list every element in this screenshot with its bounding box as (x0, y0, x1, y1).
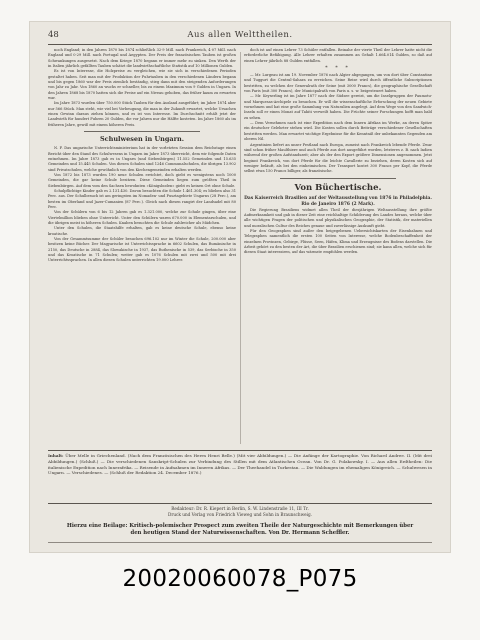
imprint (48, 506, 432, 518)
section-stars: * * * (325, 65, 351, 72)
book-title: Das Kaiserreich Brasilien auf der Weltausstellung von 1876 in Philadelphia. Rio de Janeiro 1876 (2 Mark). (244, 195, 432, 207)
paragraph: Unter den Schulen, die Staatshilfe erhalten, gab es keine deutsche Schule, ebenso keine kroatische. (48, 226, 236, 236)
paragraph: Es ist von Interesse, die Holzpreise zu vergleichen, wie sie sich in verschiedenen Perioden gestaltet haben. Seit man mit der Produktion der Fuhrtauben in den verschiedenen Ländern begann und bis gegen 1860 war der Preis ziemlich beständig, stieg dann mit den steigenden Anforderungen von Jahr zu Jahr. Von 1860 an wuchs er schneller, bis zu einem Maximum von 9 Gulden in Ungarn. In den Jahren 1868 bis 1870 hatten sich die Preise auf ein Niveau gehoben, das früher kaum zu erwarten war. (48, 69, 236, 101)
contents-text: Über Melle in Griechenland. (Nach dem Französischen des Herrn Henri Belle.) (Mit vier Abbildungen.) — Die Anfänge der Kartographie. Von Richard Andree. II. (Mit drei Abbildungen.) (Schluß.) — Die verschiedenen Sanskript-Schulen zur Verbindung des Stillen mit dem Atlantischen Ocean. Von Dr. G. Polakowsky. I. — Aus allen Erdtheilen: Die italienische Expedition nach Innerafrika. — Reisende in Aufnahmen im Inneren Afrikas. — Der Theehandel in Turkestan. — Die Waldungen im ehemaligen Königreich. — Schulwesen in Ungarn. — Verschiedenes. — (Schluß der Redaktion 24. December 1876.) (48, 453, 432, 476)
imprint-rule (48, 503, 432, 504)
supplement-line: den heutigen Stand der Naturwissenschaften. Von Dr. Hermann Scheffler. (130, 530, 350, 537)
header-rule (48, 44, 432, 45)
text-columns (48, 48, 432, 448)
paragraph: Für den Geographen sind außer den beigegebenen Uebersichtskarten der Eisenbahnen und Telegraphen namentlich die ersten 100 Seiten von Interesse, welche Bodenbeschaffenheit der einzelnen Provinzen, Gebirge, Flüsse, Seen, Häfen, Klima und Erzeugnisse des Bodens darstellen. Die Arbeit gehört zu den besten der Art, die über Brasilien erschienen sind; sie kann allen, welche sich für diesen Staat interessiren, auf das wärmste empfohlen werden. (244, 228, 432, 255)
paragraph: Schulpflichtige Kinder gab es 2.131.430. Davon besuchten die Schule 1.461.304; es blieben also 31 Perc. aus. Der Schulbesuch ist am geringsten im Nomaden- und Pusztagebiete Ungarns (28 Perc.), am besten im Oberland und Jazer-Cumanien (87 Perc.). Gleich nach diesen rangirt der Landsadel mit 80 Perc. (48, 188, 236, 209)
section-heading-big: Von Büchertische. (294, 182, 382, 193)
paragraph: Die Regierung Brasiliens widmet allen Theil der diesjährigen Weltausstellung ihre größte Aufmerksamkeit und gab in dieser Zeit eine reichhaltige Schilderung des Landes heraus, welche über alle wichtigen Fragen der politischen und physikalischen Geographie, der Statistik, der materiellen und moralischen Cultur des Reiches genaue und zuverlässige Auskunft giebt. (244, 207, 432, 228)
right-column (244, 48, 432, 448)
contents-rule (48, 450, 432, 451)
paragraph: noch England; in den Jahren 1870 bis 1874 schließlich 32·9 Mill. nach Frankreich, 4·07 Mill. nach England und 0·29 Mill. nach Portugal und Aegypten. Der Preis der französischen Tauben ist großen Schwankungen ausgesetzt. Nach dem Kriege 1870 begann er immer mehr zu sinken. Den Werth der in Italien jährlich gefällten Tauben schätzt die landwirthschaftliche Statistik auf 10 Millionen Gulden. (48, 48, 236, 69)
supplement-notice (48, 523, 432, 537)
paragraph: Im Jahre 1873 wurden über 750.000 Stück Tauben für den Ausland ausgeführt; im Jahre 1874 aber nur 566 Stück. Man steht, wie viel bei Vorbeugung, die man in der Zukunft erwartet, welche Ursachen einen Gewinn daraus ziehen können, und es ist von Interesse. Im Durchschnitt erhält jetzt der Landwirth für hundert Fuhren 20 Gulden, die vor Jahren nur die Hälfte kosteten. Im Jahre 1860 als im früheren Jahre, gewiß mit einem höheren Preis. (48, 101, 236, 127)
paragraph: — Mr. Lurgeau ist am 19. November 1876 nach Algier abgegangen, um von dort über Constantine und Tuggurt die Central-Sahara zu erreichen. Seine Reise wird durch öffentliche Subscriptionen bestritten, zu welchen der Generalrath der Seine (mit 3000 Francs), die geographische Gesellschaft von Paris (mit 300 Francs), der Municipalrath von Paris u. s. w. beigesteuert haben. (244, 73, 432, 94)
running-head (48, 30, 432, 44)
imprint-publisher: Druck und Verlag von Friedrich Vieweg und Sohn in Braunschweig. (168, 512, 312, 517)
table-of-contents (48, 453, 432, 476)
page-number: 48 (48, 30, 59, 40)
paragraph: Von der Gesammtsumme der Schüler besuchen 696.102 nur im Winter die Schule, 200.000 aber besitzen keine Bücher. Der Magyarische ist Unterrichtssprache in 6602 Schulen, das Rumänische in 2150, das Deutsche in 2884, das Slowakische in 1937, das Ruthenische in 539, das Serbische in 350 und das Kroatische in 71 Schulen; weiter gab es 1076 Schulen mit zwei und 500 mit drei Unterrichtssprachen. In allen diesen Schulen unterrichten 19.000 Lehrer. (48, 237, 236, 263)
section-divider (84, 131, 200, 132)
paragraph: doch ist auf einen Lehrer 73 Schüler entfallen. Beinahe der vierte Theil der Lehrer hatte nicht die erforderliche Befähigung. Alle Lehrer erhalten zusammen an Gehalt 1.664.014 Gulden, so daß auf einen Lehrer jährlich 88 Gulden entfallen. (244, 48, 432, 63)
supplement-line: Hierzu eine Beilage: Kritisch-polemischer Prospect zum zweiten Theile der Naturgeschichte mit Bemerkungen über (66, 523, 414, 529)
paragraph: N. F. Das ungarische Unterrichtsministerium hat in der vorletzten Session dem Reichstage einen Bericht über den Stand des Schulwesens in Ungarn im Jahre 1873 überreicht, dem wir folgende Daten entnehmen. Im Jahre 1873 gab es in Ungarn (und Siebenbürgen) 11.552 Gemeinden und 15.635 Gemeinden und 15.445 Schulen. Von diesen Schulen sind 1246 Communalschulen, die übrigen 13.902 sind Privatschulen, welche gewöhnlich von den Kirchengemeinden erhalten werden. (48, 146, 236, 172)
section-divider (280, 178, 396, 179)
running-title: Aus allen Welttheilen. (187, 30, 293, 40)
paragraph: Von der Schülern von 6 bis 12 Jahren gab es 1.321.000, welche zur Schule gingen, über eine Viertelmillion blieben ohne Unterricht. Unter den Schülern waren 670.000 in Elementarschulen, und die übrigen meist in höheren Schulen. Knaben besuchten die Schule zahlreicher als Mädchen. (48, 210, 236, 225)
newspaper-page (30, 22, 450, 552)
paragraph: Von 1872 bis 1873 wurden 190 neue Schulen errichtet, doch giebt es wenigstens noch 1000 Gemeinden, die gar keine Schule besitzen. Diese Gemeinden liegen zum größten Theil in Siebenbürgen. Auf dem vom den Sachsen bewohnten »Königsboden« giebt es keinen Ort ohne Schule. (48, 172, 236, 188)
imprint-editor: Redakteur: Dr. R. Kiepert in Berlin, S. W. Lindenstraße 11, III Tr. (171, 506, 309, 511)
paragraph: — Mr. Keyserling ist im Jahre 1877 nach der Südsee gereist, um die Inselgruppen der Paumotu- und Marquesas-Archipele zu besuchen. Er will die wissenschaftliche Erforschung der neuen Gebiete vornehmen und hat eine große Sammlung von Naturalien angelegt. Auf dem Wege von den Sandwich-Inseln soll er einen Monat auf Tahiti verweilt haben. Die Früchte seiner Forschungen hofft man bald zu sehen. (244, 94, 432, 120)
catalog-id: 20020060078_P075 (122, 566, 358, 592)
section-heading: Schulwesen in Ungarn. (99, 135, 185, 144)
contents-label: Inhalt: (48, 453, 64, 458)
left-column (48, 48, 236, 448)
paragraph: Argentinien liefert an unser Festland nach Europa, zumeist nach Frankreich lebende Pferde. Zwar sind schon früher Maulthiere und auch Pferde aus dort ausgeführt worden, letzteres z. B. nach Indien während der großen Aufstandszeit; aber als der den Export größere Dimensionen angenommen. Jetzt beginnt Frankreich, von dort Pferde für die leichte Cavallerie zu beziehen, deren Kosten sich auf weniger beläuft, als bei den einheimischen. Der Transport kostet 300 Francs per Kopf, die Pferde selbst etwa 150 Francs billiger, als französische. (244, 142, 432, 174)
paragraph: — Dem Vernehmen nach ist eine Expedition nach dem Innern Afrikas im Werke, an deren Spitze ein deutscher Gelehrter stehen wird. Die Kosten sollen durch Beiträge verschiedener Gesellschaften bestritten werden. Man erwartet wichtige Ergebnisse für die Kenntniß der unbekannten Gegenden am oberen Nil. (244, 121, 432, 142)
bottom-rule (48, 542, 432, 543)
